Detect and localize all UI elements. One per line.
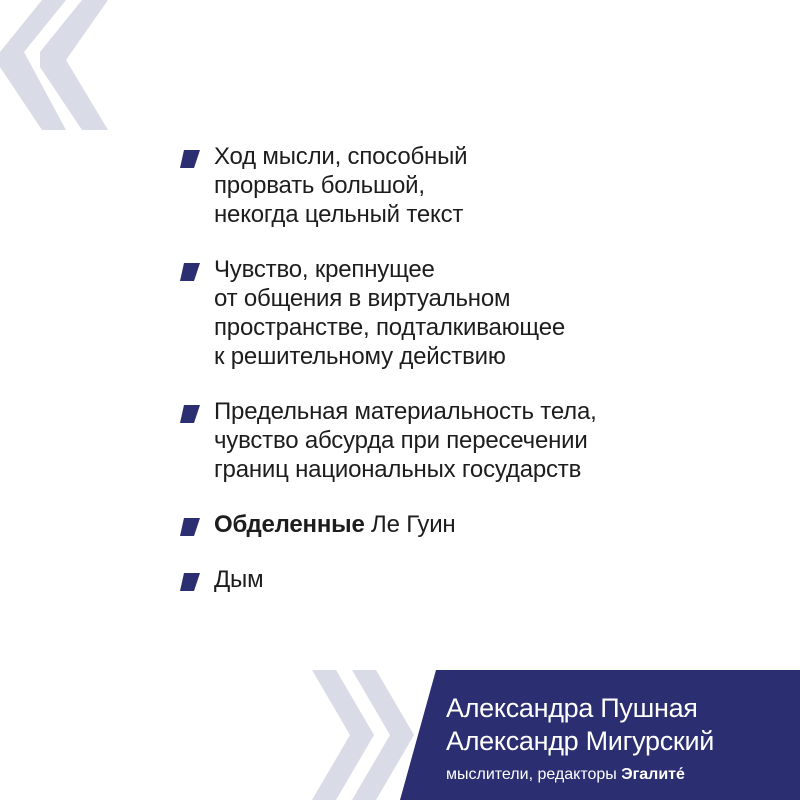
theses-list xyxy=(180,142,740,620)
list-item xyxy=(180,397,740,484)
list-item xyxy=(180,255,740,371)
author-name-1: Александра Пушная xyxy=(446,693,698,723)
item-text: Ход мысли, способный прорвать большой, некогда цельный текст xyxy=(214,143,468,228)
list-item xyxy=(180,565,740,594)
brand-name: Эгалите́ xyxy=(621,766,685,783)
triangle-bullet-icon xyxy=(180,263,200,281)
author-role: мыслители, редакторы Эгалите́ xyxy=(446,766,685,783)
triangle-bullet-icon xyxy=(180,518,200,536)
triangle-bullet-icon xyxy=(180,573,200,591)
author-block xyxy=(446,692,714,788)
list-item xyxy=(180,142,740,229)
triangle-bullet-icon xyxy=(180,150,200,168)
triangle-bullet-icon xyxy=(180,405,200,423)
double-chevron-right-icon xyxy=(312,670,414,800)
author-name-2: Александр Мигурский xyxy=(446,726,715,756)
double-chevron-left-icon xyxy=(0,0,110,130)
list-item xyxy=(180,510,740,539)
item-text: Чувство, крепнущее от общения в виртуальном пространстве, подталкивающее к решительному действию xyxy=(214,256,565,370)
item-text: Дым xyxy=(214,566,264,593)
item-text: Обделенные Ле Гуин xyxy=(214,511,456,538)
item-text: Предельная материальность тела, чувство абсурда при пересечении границ национальных государств xyxy=(214,398,597,483)
